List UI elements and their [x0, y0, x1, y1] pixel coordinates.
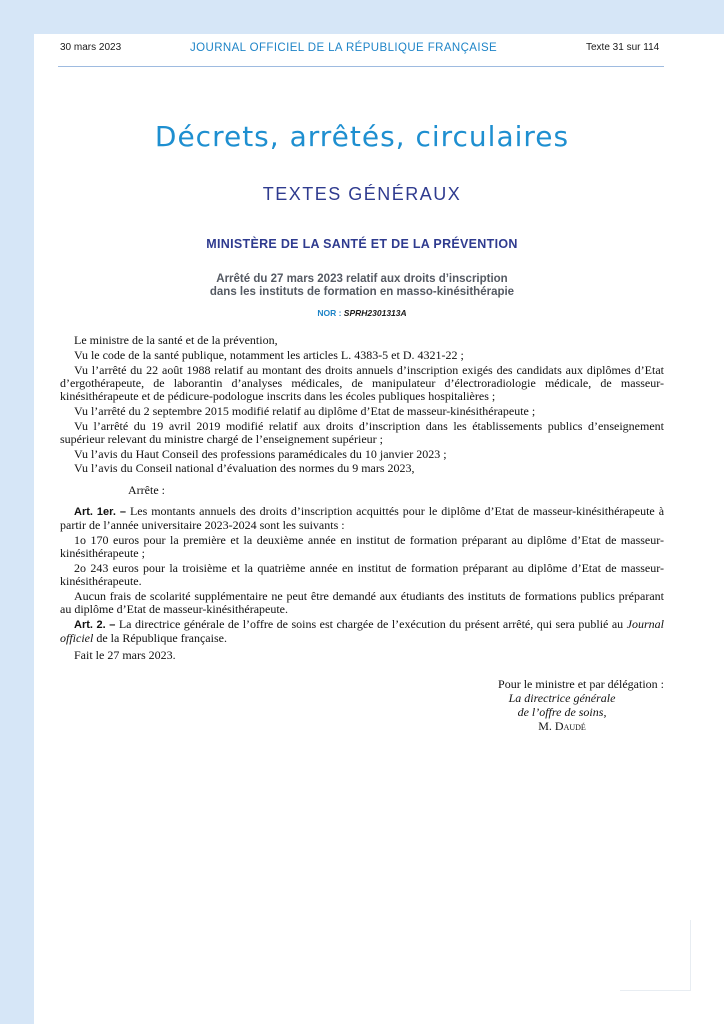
top-margin-strip	[0, 0, 724, 34]
crop-mark-horizontal	[620, 990, 691, 991]
header-divider	[58, 66, 664, 67]
visa-paragraph-2: Vu l’arrêté du 22 août 1988 relatif au montant des droits annuels d’inscription exigés des candidats aux diplômes d’Etat d’ergothérapeute, de laborantin d’analyses médicales, de manipulateur d’électroradiologie médicale, de masseur-kinésithérapeute et de pédicure-podologue inscrits dans les écoles publiques hospitalières ;	[60, 362, 664, 403]
visa-paragraph-5: Vu l’avis du Haut Conseil des professions paramédicales du 10 janvier 2023 ;	[74, 446, 447, 461]
nor-code: SPRH2301313A	[343, 308, 407, 318]
decree-title-line-1: Arrêté du 27 mars 2023 relatif aux droits d’inscription	[216, 273, 508, 285]
visa-paragraph-0: Le ministre de la santé et de la prévention,	[74, 333, 278, 347]
signature-line-3: de l’offre de soins,	[517, 705, 607, 719]
article-2	[60, 618, 664, 645]
visa-paragraph-4: Vu l’arrêté du 19 avril 2019 modifié relatif aux droits d’inscription dans les établissements publics d’enseignement supérieur relevant du ministre chargé de l’enseignement supérieur ;	[60, 418, 664, 446]
nor-label: NOR :	[317, 308, 342, 318]
section-title: Décrets, arrêtés, circulaires	[154, 120, 570, 153]
fait-date: Fait le 27 mars 2023.	[74, 648, 176, 663]
header-date: 30 mars 2023	[60, 42, 122, 53]
article-1-item-1: 1o 170 euros pour la première et la deuxième année en institut de formation préparant au diplôme d’Etat de masseur-kinésithérapeute ;	[60, 532, 664, 560]
article-1-text: Les montants annuels des droits d’inscription acquittés pour le diplôme d’Etat de masseur-kinésithérapeute à partir de l’année universitaire 2023-2024 sont les suivants :	[60, 503, 665, 532]
header-text-number: Texte 31 sur 114	[586, 42, 660, 53]
visa-paragraph-6: Vu l’avis du Conseil national d’évaluation des normes du 9 mars 2023,	[74, 461, 415, 476]
arrete-heading: Arrête :	[128, 482, 165, 497]
decree-body	[60, 334, 664, 664]
ministry-title: MINISTÈRE DE LA SANTÉ ET DE LA PRÉVENTION	[206, 237, 518, 251]
crop-mark-vertical	[690, 920, 691, 990]
left-margin-strip	[0, 0, 34, 1024]
signature-name-prefix: M. D	[538, 719, 564, 733]
article-2-journal: Journal officiel	[60, 616, 665, 645]
visa-paragraph-1: Vu le code de la santé publique, notamment les articles L. 4383-5 et D. 4321-22 ;	[74, 347, 464, 362]
subsection-title: TEXTES GÉNÉRAUX	[262, 184, 462, 204]
signature-block	[380, 677, 664, 733]
signature-name-rest: audé	[563, 719, 586, 733]
decree-title	[0, 273, 724, 299]
decree-title-line-2: dans les instituts de formation en masso-kinésithérapie	[209, 286, 515, 298]
article-2-text-before: La directrice générale de l’offre de soins est chargée de l’exécution du présent arrêté, qui sera publié au	[118, 616, 624, 631]
signature-name	[380, 719, 664, 733]
article-1	[60, 505, 664, 532]
signature-line-1: Pour le ministre et par délégation :	[498, 677, 664, 691]
visa-paragraph-3: Vu l’arrêté du 2 septembre 2015 modifié relatif au diplôme d’Etat de masseur-kinésithérapeute ;	[74, 403, 536, 418]
signature-line-2: La directrice générale	[508, 691, 616, 705]
header-journal-title: JOURNAL OFFICIEL DE LA RÉPUBLIQUE FRANÇAISE	[190, 42, 498, 54]
article-2-label: Art. 2. –	[74, 618, 116, 631]
article-2-text-after: de la République française.	[96, 631, 227, 645]
article-1-extra: Aucun frais de scolarité supplémentaire ne peut être demandé aux étudiants des instituts de formations publics préparant au diplôme d’Etat de masseur-kinésithérapeute.	[60, 588, 664, 616]
nor-reference	[0, 308, 724, 318]
article-1-item-2: 2o 243 euros pour la troisième et la quatrième année en institut de formation préparant au diplôme d’Etat de masseur-kinésithérapeute.	[60, 560, 664, 588]
article-1-label: Art. 1er. –	[74, 505, 127, 518]
